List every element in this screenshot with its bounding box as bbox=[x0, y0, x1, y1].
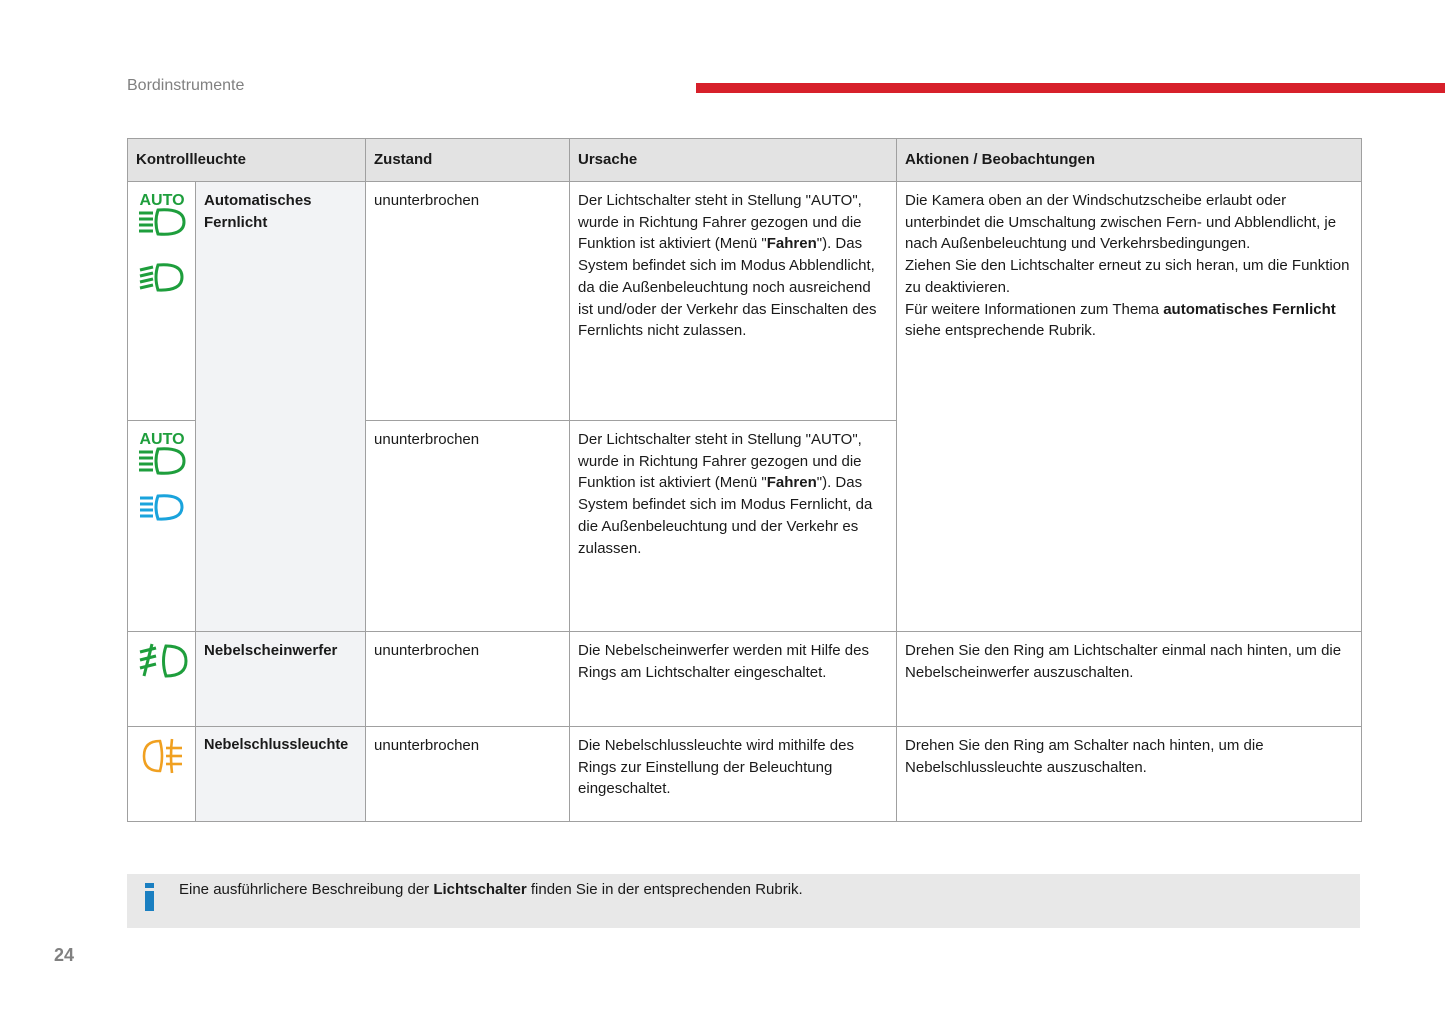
front-fog-light-icon bbox=[136, 640, 188, 682]
header-accent-bar bbox=[696, 83, 1445, 93]
cause-cell: Der Lichtschalter steht in Stellung "AUTO", wurde in Richtung Fahrer gezogen und die Funktion ist aktiviert (Menü "Fahren"). Das System befindet sich im Modus Fernlicht, da die Außenbeleuchtung und der Verkehr es zulassen. bbox=[570, 421, 897, 632]
low-beam-icon bbox=[136, 262, 188, 294]
high-beam-icon bbox=[136, 493, 188, 523]
icon-cell bbox=[128, 421, 196, 632]
cause-cell: Die Nebelscheinwerfer werden mit Hilfe des Rings am Lichtschalter eingeschaltet. bbox=[570, 632, 897, 727]
table-row bbox=[128, 727, 1362, 822]
action-cell: Drehen Sie den Ring am Lichtschalter einmal nach hinten, um die Nebelscheinwerfer auszuschalten. bbox=[897, 632, 1362, 727]
column-header-zustand: Zustand bbox=[366, 139, 570, 182]
info-note bbox=[127, 874, 1360, 928]
state-cell: ununterbrochen bbox=[366, 182, 570, 421]
auto-label: AUTO bbox=[139, 192, 185, 209]
page-number: 24 bbox=[54, 945, 75, 965]
icon-cell bbox=[128, 182, 196, 421]
auto-high-beam-icon bbox=[136, 190, 188, 240]
action-cell: Drehen Sie den Ring am Schalter nach hinten, um die Nebelschlussleuchte auszuschalten. bbox=[897, 727, 1362, 822]
section-title: Bordinstrumente bbox=[127, 77, 245, 94]
auto-high-beam-icon bbox=[136, 429, 188, 479]
column-header-aktionen: Aktionen / Beobachtungen bbox=[897, 139, 1362, 182]
light-name-nebelscheinwerfer: Nebelscheinwerfer bbox=[196, 632, 366, 727]
action-cell: Die Kamera oben an der Windschutzscheibe erlaubt oder unterbindet die Umschaltung zwischen Fern- und Abblendlicht, je nach Außenbeleuchtung und Verkehrsbedingungen. Ziehen Sie den Lichtschalter erneut zu sich heran, um die Funktion zu deaktivieren. Für weitere Informationen zum Thema automatisches Fernlicht siehe entsprechende Rubrik. bbox=[897, 182, 1362, 632]
warning-lights-table bbox=[127, 138, 1362, 822]
table-header-row bbox=[128, 139, 1362, 182]
table-row bbox=[128, 632, 1362, 727]
state-cell: ununterbrochen bbox=[366, 632, 570, 727]
auto-label: AUTO bbox=[139, 431, 185, 448]
icon-cell bbox=[128, 727, 196, 822]
column-header-kontrollleuchte: Kontrollleuchte bbox=[128, 139, 366, 182]
cause-cell: Der Lichtschalter steht in Stellung "AUTO", wurde in Richtung Fahrer gezogen und die Funktion ist aktiviert (Menü "Fahren"). Das System befindet sich im Modus Abblendlicht, da die Außenbeleuchtung noch ausreichend ist und/oder der Verkehr das Einschalten des Fernlichts nicht zulassen. bbox=[570, 182, 897, 421]
rear-fog-light-icon bbox=[136, 735, 188, 777]
state-cell: ununterbrochen bbox=[366, 727, 570, 822]
cause-cell: Die Nebelschlussleuchte wird mithilfe des Rings zur Einstellung der Beleuchtung eingeschaltet. bbox=[570, 727, 897, 822]
state-cell: ununterbrochen bbox=[366, 421, 570, 632]
info-text: Eine ausführlichere Beschreibung der Lichtschalter finden Sie in der entsprechenden Rubrik. bbox=[179, 881, 803, 898]
light-name-automatisches-fernlicht: Automatisches Fernlicht bbox=[196, 182, 366, 632]
column-header-ursache: Ursache bbox=[570, 139, 897, 182]
light-name-nebelschlussleuchte: Nebelschlussleuchte bbox=[196, 727, 366, 822]
icon-cell bbox=[128, 632, 196, 727]
info-icon bbox=[144, 883, 156, 911]
table-row bbox=[128, 182, 1362, 421]
